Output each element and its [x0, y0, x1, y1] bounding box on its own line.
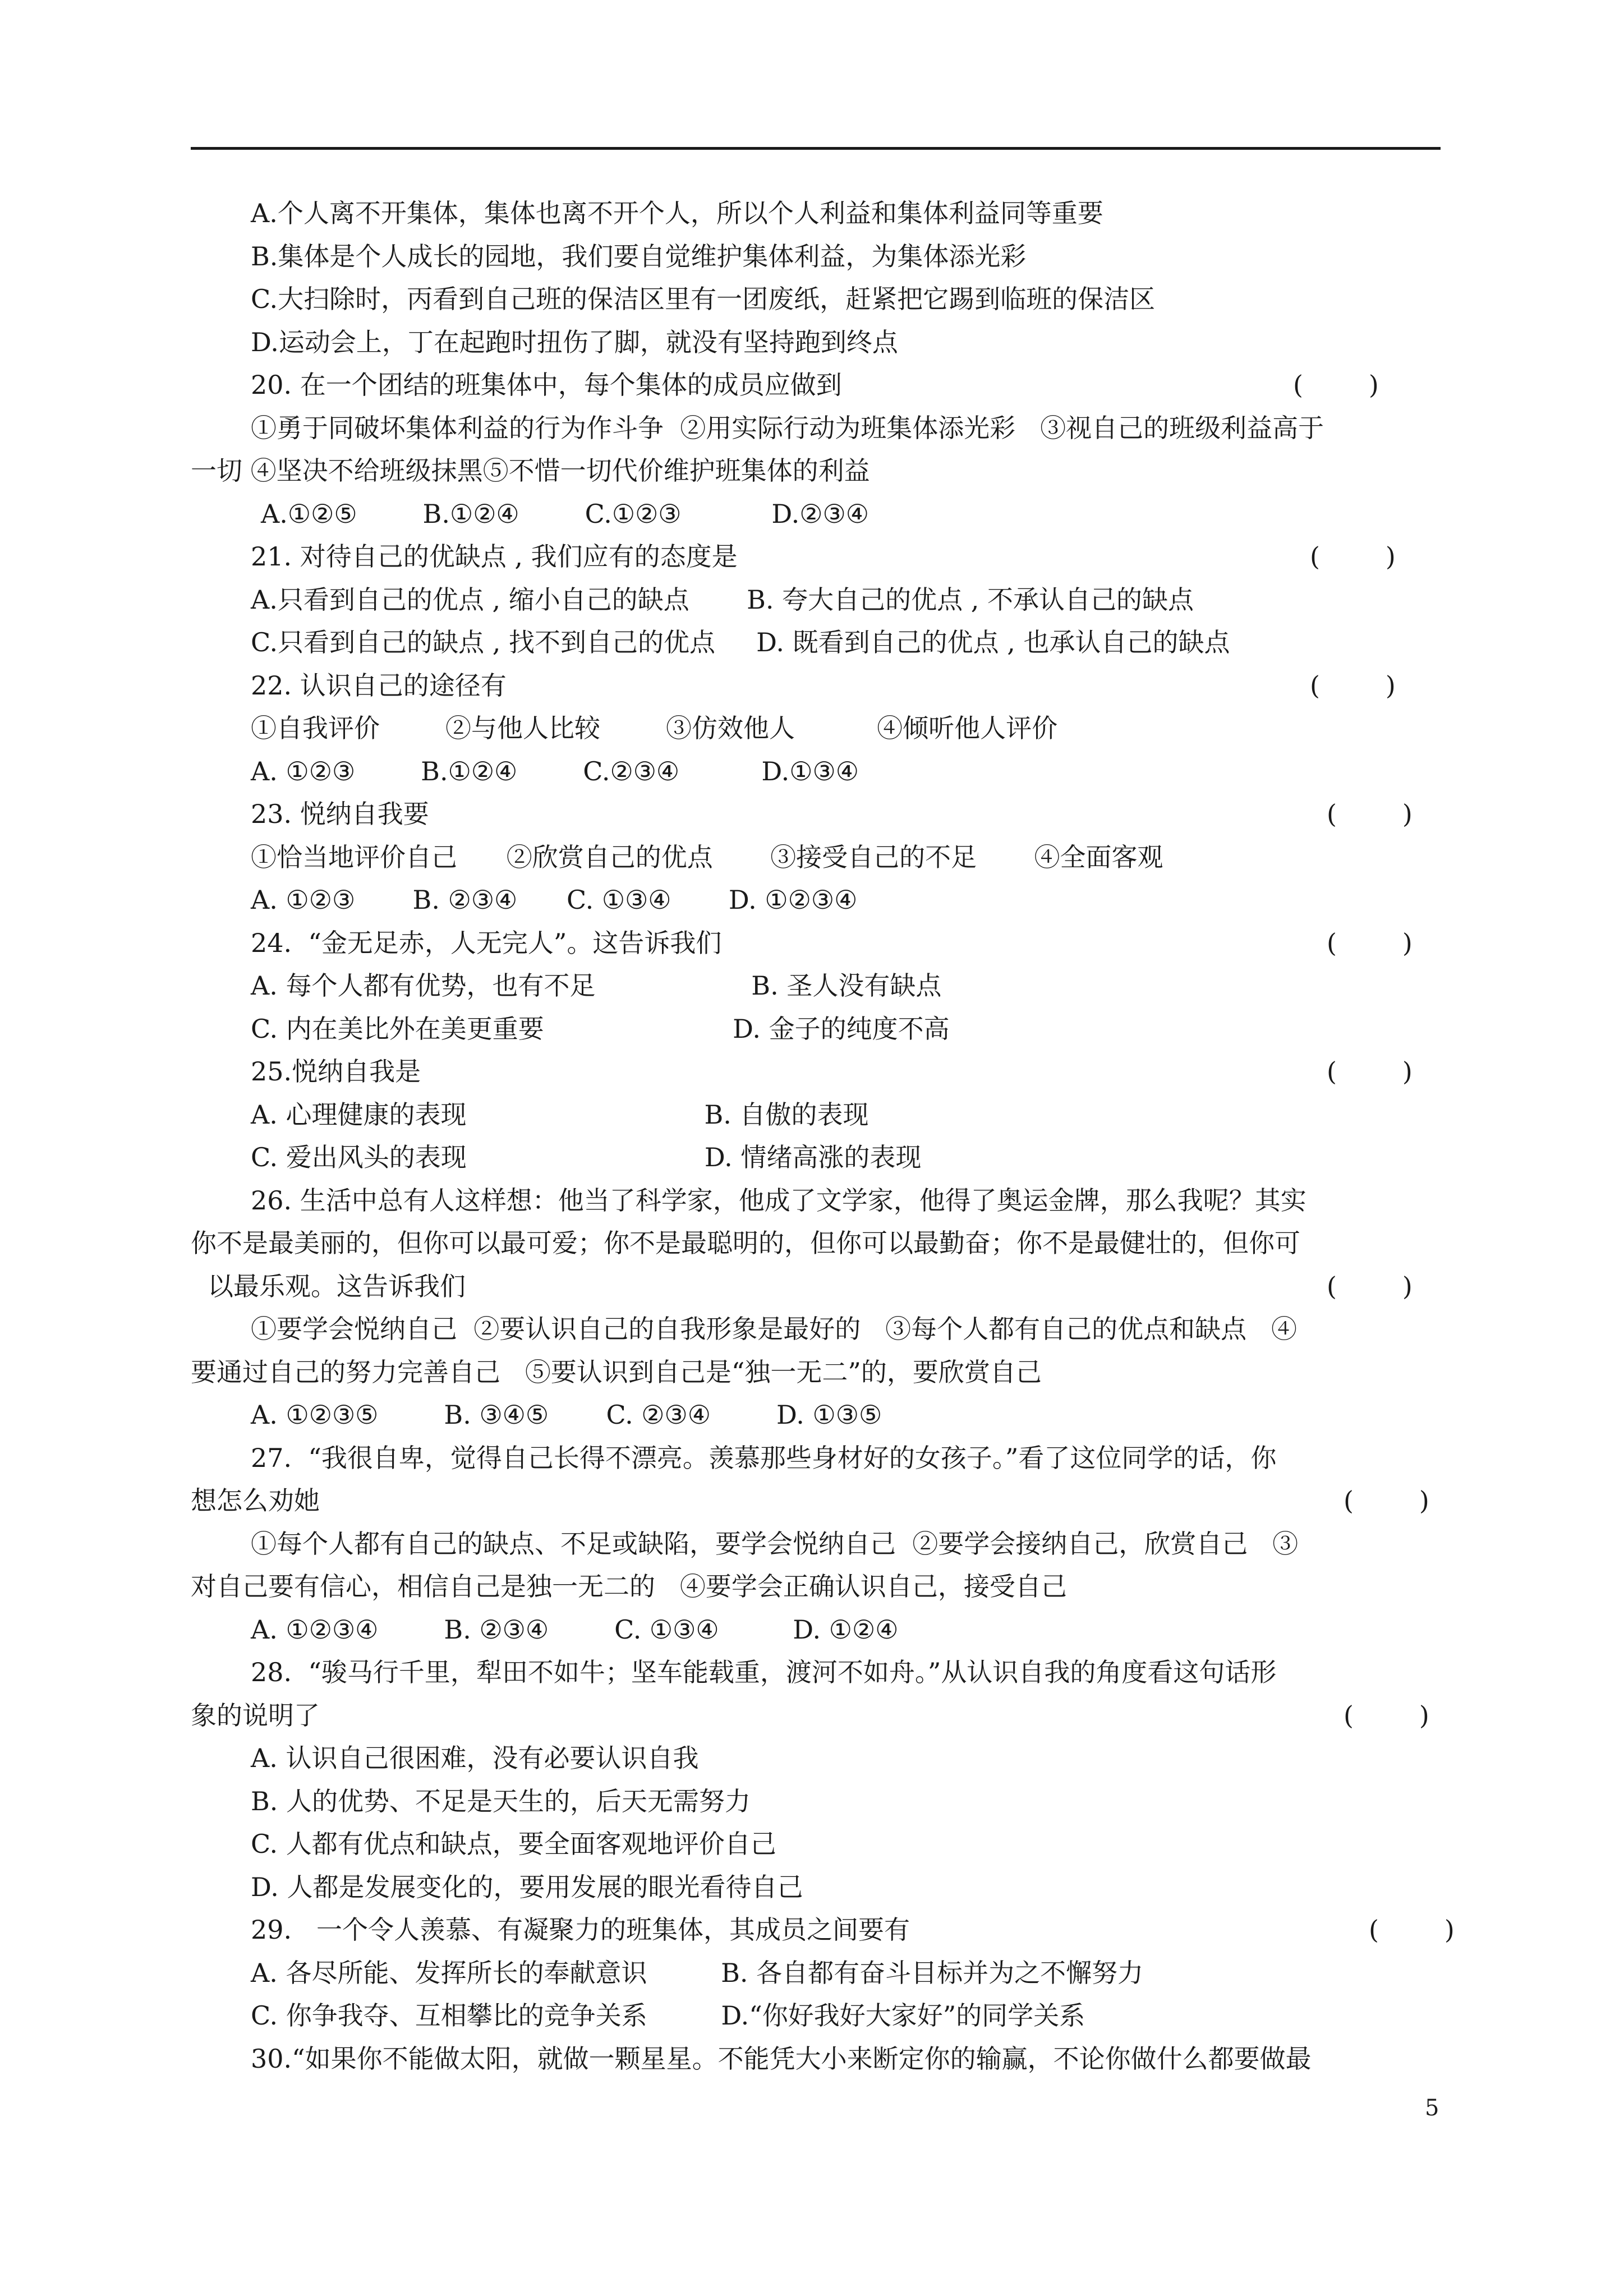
question-26-choices: A. ①②③⑤ B. ③④⑤ C. ②③④ D. ①③⑤ [251, 1400, 882, 1430]
question-28-stem: 28. “骏马行千里，犁田不如牛；坚车能载重，渡河不如舟。”从认识自我的角度看这句话形 [251, 1657, 1277, 1687]
answer-paren-28: ( ) [1344, 1700, 1429, 1731]
option-19-c: C.大扫除时，丙看到自己班的保洁区里有一团废纸，赶紧把它踢到临班的保洁区 [251, 284, 1156, 314]
question-28-choice-c: C. 人都有优点和缺点，要全面客观地评价自己 [251, 1829, 776, 1859]
answer-paren-21: ( ) [1310, 541, 1396, 572]
question-24-choices-ab: A. 每个人都有优势，也有不足 B. 圣人没有缺点 [251, 970, 942, 1001]
question-26-items-cont: 要通过自己的努力完善自己 ⑤要认识到自己是“独一无二”的，要欣赏自己 [191, 1357, 1042, 1387]
header-rule [191, 147, 1441, 150]
question-26-items: ①要学会悦纳自己 ②要认识自己的自我形象是最好的 ③每个人都有自己的优点和缺点 ④ [251, 1314, 1297, 1344]
question-25-choices-ab: A. 心理健康的表现 B. 自傲的表现 [251, 1099, 869, 1130]
question-27-items: ①每个人都有自己的缺点、不足或缺陷，要学会悦纳自己 ②要学会接纳自己，欣赏自己 ③ [251, 1529, 1299, 1559]
option-19-a: A.个人离不开集体，集体也离不开个人，所以个人利益和集体利益同等重要 [251, 198, 1103, 228]
question-28-choice-a: A. 认识自己很困难，没有必要认识自我 [251, 1743, 699, 1773]
question-25-choices-cd: C. 爱出风头的表现 D. 情绪高涨的表现 [251, 1142, 922, 1172]
answer-paren-29: ( ) [1369, 1915, 1455, 1945]
question-27-items-cont: 对自己要有信心，相信自己是独一无二的 ④要学会正确认识自己，接受自己 [191, 1571, 1067, 1602]
question-27-choices: A. ①②③④ B. ②③④ C. ①③④ D. ①②④ [251, 1614, 899, 1645]
question-27-stem: 27. “我很自卑，觉得自己长得不漂亮。羡慕那些身材好的女孩子。”看了这位同学的话，你 [251, 1443, 1277, 1473]
question-26-stem-cont-1: 你不是最美丽的，但你可以最可爱；你不是最聪明的，但你可以最勤奋；你不是最健壮的，但你可 [191, 1228, 1300, 1258]
question-20-items: ①勇于同破坏集体利益的行为作斗争 ②用实际行动为班集体添光彩 ③视自己的班级利益高于 [251, 413, 1324, 443]
answer-paren-26: ( ) [1327, 1271, 1413, 1301]
question-28-choice-b: B. 人的优势、不足是天生的，后天无需努力 [251, 1786, 751, 1816]
question-23-choices: A. ①②③ B. ②③④ C. ①③④ D. ①②③④ [251, 885, 858, 915]
question-25-stem: 25.悦纳自我是 [251, 1056, 421, 1087]
question-21-stem: 21. 对待自己的优缺点 , 我们应有的态度是 [251, 541, 738, 572]
question-29-choices-cd: C. 你争我夺、互相攀比的竞争关系 D.“你好我好大家好”的同学关系 [251, 2000, 1085, 2031]
answer-paren-23: ( ) [1327, 799, 1413, 829]
option-19-b: B.集体是个人成长的园地，我们要自觉维护集体利益，为集体添光彩 [251, 241, 1027, 272]
question-29-stem: 29. 一个令人羡慕、有凝聚力的班集体，其成员之间要有 [251, 1915, 910, 1945]
answer-paren-27: ( ) [1344, 1485, 1429, 1516]
question-23-items: ①恰当地评价自己 ②欣赏自己的优点 ③接受自己的不足 ④全面客观 [251, 842, 1163, 872]
question-26-stem-cont-2: 以最乐观。这告诉我们 [208, 1271, 466, 1301]
question-27-stem-cont: 想怎么劝她 [191, 1485, 320, 1516]
question-24-stem: 24. “金无足赤，人无完人”。这告诉我们 [251, 928, 722, 958]
question-20-choices: A.①②⑤ B.①②④ C.①②③ D.②③④ [261, 499, 869, 529]
page-number: 5 [1425, 2095, 1439, 2121]
answer-paren-24: ( ) [1327, 928, 1413, 958]
question-20-items-cont: 一切 ④坚决不给班级抹黑⑤不惜一切代价维护班集体的利益 [191, 455, 870, 486]
question-20-stem: 20. 在一个团结的班集体中，每个集体的成员应做到 [251, 370, 842, 400]
answer-paren-25: ( ) [1327, 1056, 1413, 1087]
answer-paren-22: ( ) [1310, 670, 1396, 701]
question-30-stem: 30.“如果你不能做太阳，就做一颗星星。不能凭大小来断定你的输赢，不论你做什么都要做最 [251, 2044, 1312, 2074]
answer-paren-20: ( ) [1293, 370, 1379, 400]
question-24-choices-cd: C. 内在美比外在美更重要 D. 金子的纯度不高 [251, 1014, 950, 1044]
question-29-choices-ab: A. 各尽所能、发挥所长的奉献意识 B. 各自都有奋斗目标并为之不懈努力 [251, 1958, 1144, 1988]
question-21-choices-ab: A.只看到自己的优点 , 缩小自己的缺点 B. 夸大自己的优点 , 不承认自己的缺点 [251, 585, 1194, 615]
question-22-choices: A. ①②③ B.①②④ C.②③④ D.①③④ [251, 756, 859, 786]
question-21-choices-cd: C.只看到自己的缺点 , 找不到自己的优点 D. 既看到自己的优点 , 也承认自己的缺点 [251, 627, 1230, 657]
question-23-stem: 23. 悦纳自我要 [251, 799, 429, 829]
option-19-d: D.运动会上，丁在起跑时扭伤了脚，就没有坚持跑到终点 [251, 327, 898, 357]
question-28-stem-cont: 象的说明了 [191, 1700, 320, 1731]
question-26-stem: 26. 生活中总有人这样想：他当了科学家，他成了文学家，他得了奥运金牌，那么我呢？其实 [251, 1185, 1306, 1216]
question-22-stem: 22. 认识自己的途径有 [251, 670, 507, 701]
question-22-items: ①自我评价 ②与他人比较 ③仿效他人 ④倾听他人评价 [251, 713, 1058, 743]
question-28-choice-d: D. 人都是发展变化的，要用发展的眼光看待自己 [251, 1872, 803, 1902]
